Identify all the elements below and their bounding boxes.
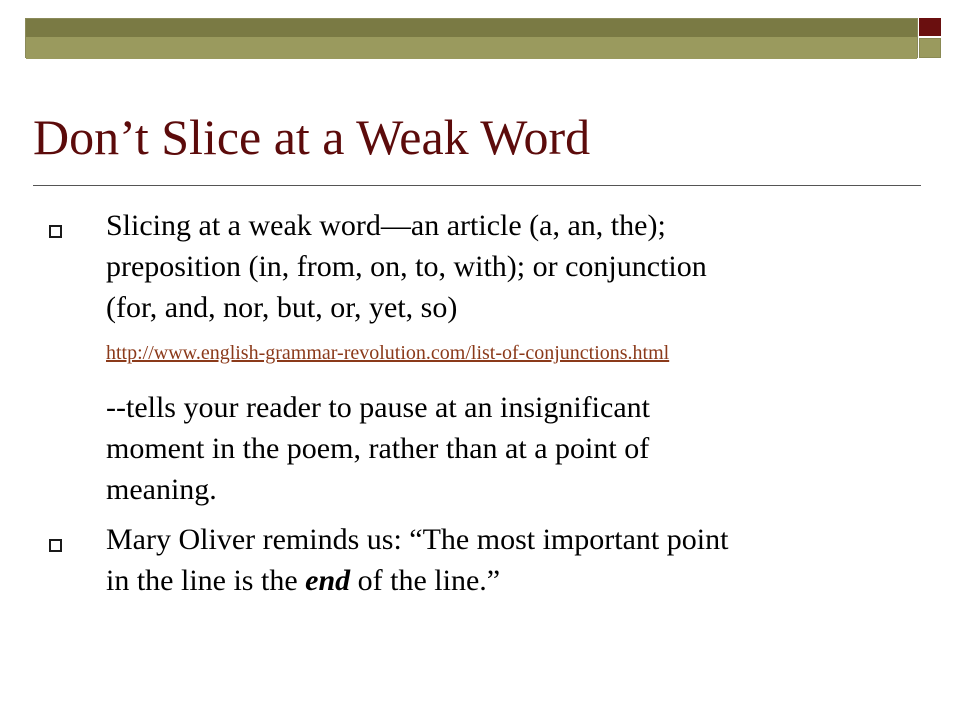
bullet-2-line-2-end: of the line.” (350, 564, 501, 597)
header-band-light-stripe (26, 37, 917, 59)
bullet-2-line-1: Mary Oliver reminds us: “The most important point (106, 523, 729, 556)
emphasis-end-word: end (305, 564, 351, 597)
bullet-1-text (106, 205, 906, 328)
continuation-line-2: moment in the poem, rather than at a point of (106, 432, 650, 465)
bullet-1-line-3: (for, and, nor, but, or, yet, so) (106, 291, 458, 324)
bullet-1-line-2: preposition (in, from, on, to, with); or conjunction (106, 250, 707, 283)
header-band-dark-stripe (26, 19, 917, 37)
corner-accent-olive (919, 38, 941, 58)
header-band (25, 18, 918, 58)
continuation-text (106, 387, 906, 510)
corner-accent-red (919, 18, 941, 36)
bullet-2-text (106, 519, 906, 601)
conjunctions-link[interactable]: http://www.english-grammar-revolution.com/list-of-conjunctions.html (106, 342, 670, 364)
bullet-2-line-2 (106, 560, 906, 601)
square-bullet-icon (49, 539, 62, 552)
bullet-1-line-1: Slicing at a weak word—an article (a, an, the); (106, 209, 666, 242)
slide-title: Don’t Slice at a Weak Word (33, 109, 591, 165)
square-bullet-icon (49, 225, 62, 238)
continuation-line-1: --tells your reader to pause at an insignificant (106, 391, 650, 424)
continuation-line-3: meaning. (106, 473, 217, 506)
bullet-2-line-2-start: in the line is the (106, 564, 306, 597)
title-underline-rule (33, 185, 921, 186)
